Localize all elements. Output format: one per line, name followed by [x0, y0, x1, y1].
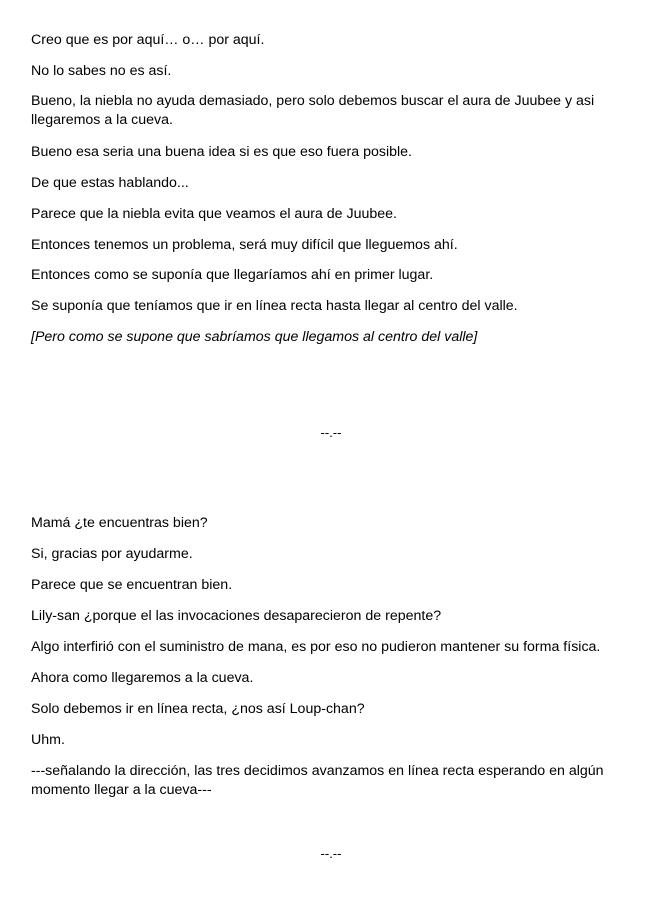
dialogue-line: Se suponía que teníamos que ir en línea recta hasta llegar al centro del valle. — [31, 298, 518, 314]
dialogue-line: Lily-san ¿porque el las invocaciones desaparecieron de repente? — [31, 608, 442, 624]
dialogue-line: Algo interfirió con el suministro de mana, es por eso no pudieron mantener su forma física. — [31, 639, 601, 655]
dialogue-line: De que estas hablando... — [31, 175, 189, 191]
dialogue-line: No lo sabes no es así. — [31, 63, 172, 79]
dialogue-line: Si, gracias por ayudarme. — [31, 546, 193, 562]
dialogue-line: Ahora como llegaremos a la cueva. — [31, 670, 254, 686]
dialogue-line: Parece que la niebla evita que veamos el aura de Juubee. — [31, 206, 397, 222]
dialogue-line: Solo debemos ir en línea recta, ¿nos así Loup-chan? — [31, 701, 365, 717]
dialogue-line: Bueno esa seria una buena idea si es que eso fuera posible. — [31, 144, 412, 160]
narration-line: ---señalando la dirección, las tres decidimos avanzamos en línea recta esperando en algún momento llegar a la cueva--- — [31, 763, 604, 798]
scene-separator: --.-- — [320, 425, 342, 440]
thought-line: [Pero como se supone que sabríamos que llegamos al centro del valle] — [31, 329, 478, 345]
dialogue-line: Mamá ¿te encuentras bien? — [31, 515, 208, 531]
dialogue-line: Parece que se encuentran bien. — [31, 577, 233, 593]
dialogue-line: Bueno, la niebla no ayuda demasiado, pero solo debemos buscar el aura de Juubee y asi llegaremos a la cueva. — [31, 93, 595, 128]
dialogue-line: Entonces tenemos un problema, será muy difícil que lleguemos ahí. — [31, 237, 458, 253]
dialogue-line: Creo que es por aquí… o… por aquí. — [31, 32, 265, 48]
dialogue-line: Uhm. — [31, 732, 65, 748]
dialogue-line: Entonces como se suponía que llegaríamos ahí en primer lugar. — [31, 267, 434, 283]
scene-separator: --.-- — [320, 846, 342, 861]
